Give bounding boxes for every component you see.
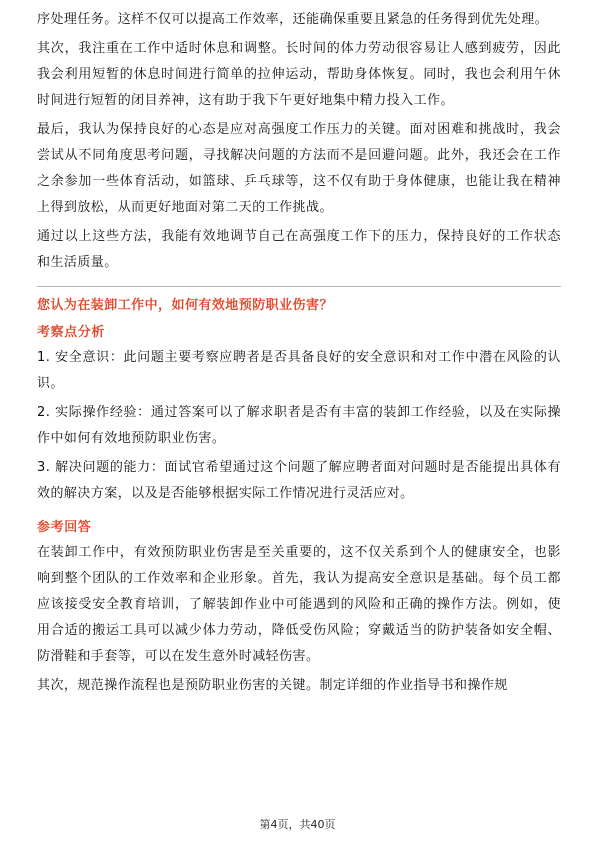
intro-paragraph-4: 通过以上这些方法，我能有效地调节自己在高强度工作下的压力，保持良好的工作状态和生活质量。 bbox=[37, 229, 561, 270]
analysis-item-1: 1. 安全意识：此问题主要考察应聘者是否具备良好的安全意识和对工作中潜在风险的认识。 bbox=[37, 350, 561, 391]
interview-question: 您认为在装卸工作中，如何有效地预防职业伤害？ bbox=[37, 298, 333, 313]
analysis-item-3: 3. 解决问题的能力：面试官希望通过这个问题了解应聘者面对问题时是否能提出具体有效的解决方案，以及是否能够根据实际工作情况进行灵活应对。 bbox=[37, 460, 561, 501]
answer-heading: 参考回答 bbox=[37, 520, 92, 535]
answer-paragraph-1: 在装卸工作中，有效预防职业伤害是至关重要的，这不仅关系到个人的健康安全，也影响到整个团队的工作效率和企业形象。首先，我认为提高安全意识是基础。每个员工都应该接受安全教育培训，了解装卸作业中可能遇到的风险和正确的操作方法。例如，使用合适的搬运工具可以减少体力劳动，降低受伤风险；穿戴适当的防护装备如安全帽、防滑鞋和手套等，可以在发生意外时减轻伤害。 bbox=[37, 545, 561, 664]
answer-paragraph-2: 其次，规范操作流程也是预防职业伤害的关键。制定详细的作业指导书和操作规 bbox=[37, 678, 508, 693]
section-divider bbox=[37, 286, 561, 287]
analysis-heading: 考察点分析 bbox=[37, 325, 106, 340]
analysis-item-2: 2. 实际操作经验：通过答案可以了解求职者是否有丰富的装卸工作经验，以及在实际操作中如何有效地预防职业伤害。 bbox=[37, 405, 561, 446]
intro-paragraph-1: 序处理任务。这样不仅可以提高工作效率，还能确保重要且紧急的任务得到优先处理。 bbox=[37, 12, 549, 27]
page-number: 第4页，共40页 bbox=[259, 818, 336, 831]
page-content bbox=[37, 7, 561, 702]
intro-paragraph-2: 其次，我注重在工作中适时休息和调整。长时间的体力劳动很容易让人感到疲劳，因此我会利用短暂的休息时间进行简单的拉伸运动，帮助身体恢复。同时，我也会利用午休时间进行短暂的闭目养神，这有助于我下午更好地集中精力投入工作。 bbox=[37, 41, 561, 108]
intro-paragraph-3: 最后，我认为保持良好的心态是应对高强度工作压力的关键。面对困难和挑战时，我会尝试从不同角度思考问题，寻找解决问题的方法而不是回避问题。此外，我还会在工作之余参加一些体育活动，如篮球、乒乓球等，这不仅有助于身体健康，也能让我在精神上得到放松，从而更好地面对第二天的工作挑战。 bbox=[37, 122, 561, 215]
